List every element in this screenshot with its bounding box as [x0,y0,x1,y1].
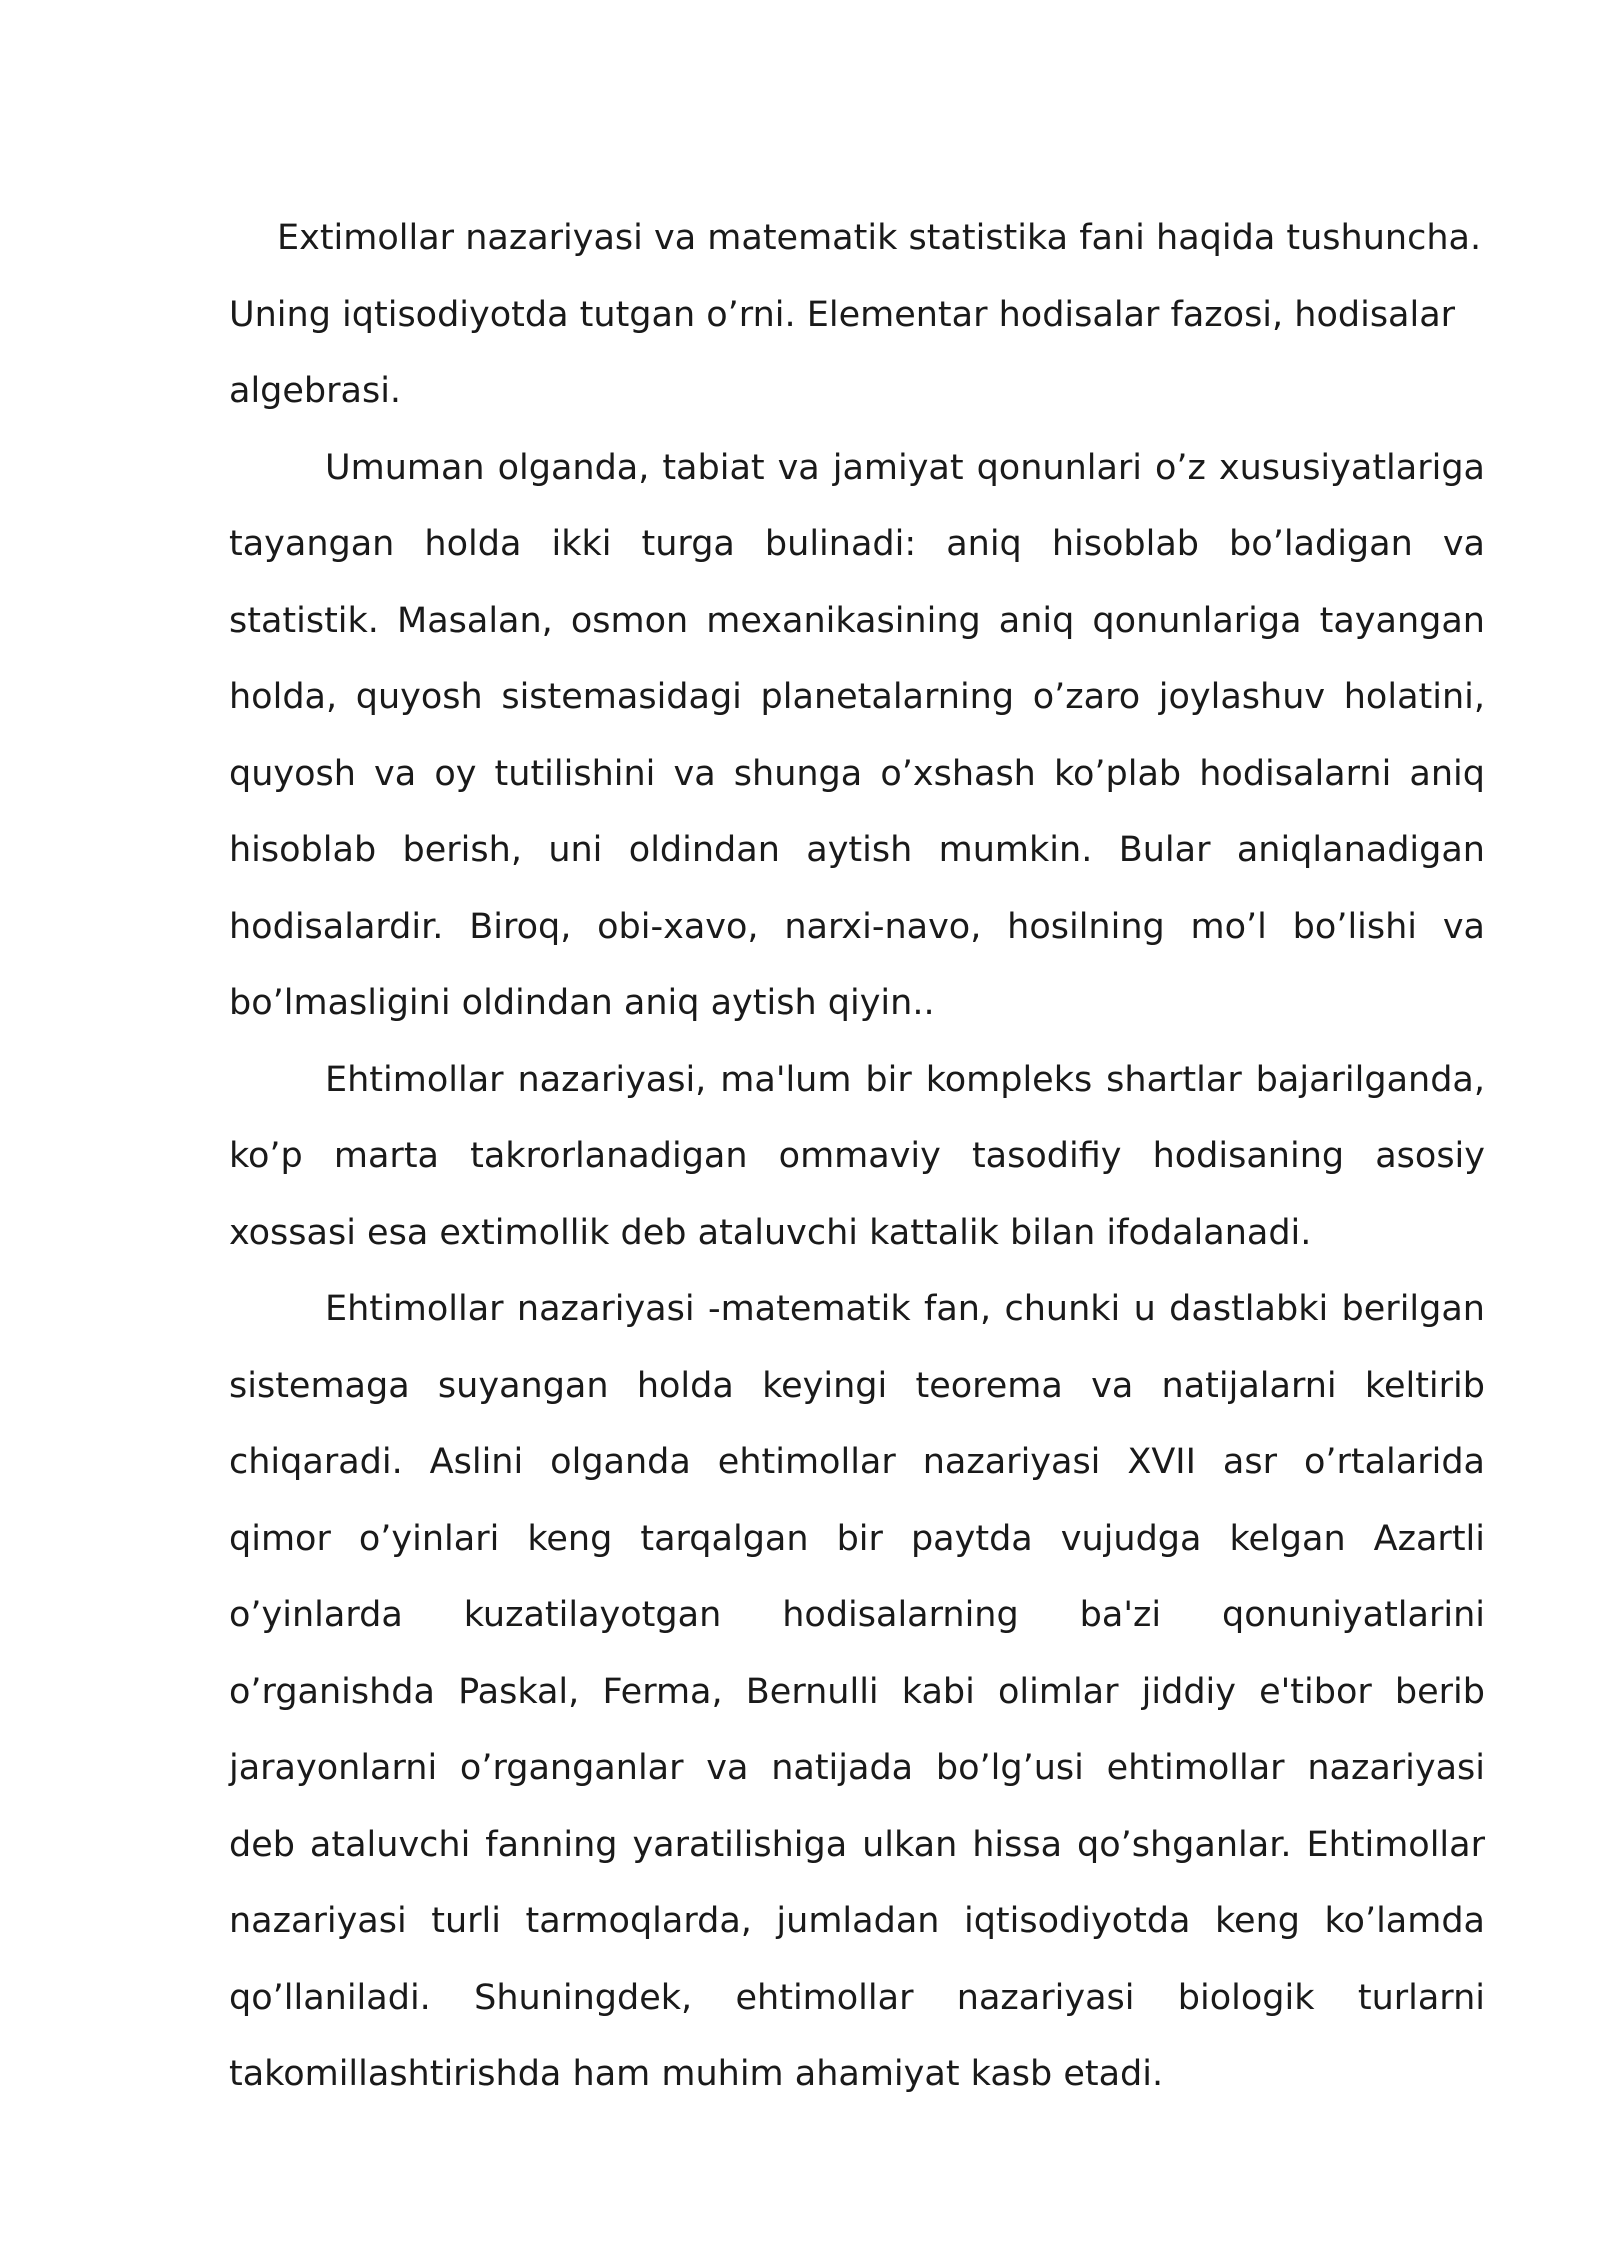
body-paragraph-1: Umuman olganda, tabiat va jamiyat qonunlari o’z xususiyatlariga tayangan holda ikki turga bulinadi: aniq hisoblab bo’ladigan va statistik. Masalan, osmon mexanikasining aniq qonunlariga tayangan holda, quyosh sistemasidagi planetalarning o’zaro joylashuv holatini, quyosh va oy tutilishini va shunga o’xshash ko’plab hodisalarni aniq hisoblab berish, uni oldindan aytish mumkin. Bular aniqlanadigan hodisalardir. Biroq, obi-xavo, narxi-navo, hosilning mo’l bo’lishi va bo’lmasligini oldindan aniq aytish qiyin.. [229,447,1485,1023]
topic-heading-paragraph: Extimollar nazariyasi va matematik statistika fani haqida tushuncha. Uning iqtisodiyotda tutgan o’rni. Elementar hodisalar fazosi, hodisalar algebrasi. [229,218,1482,411]
body-paragraph-2: Ehtimollar nazariyasi, ma'lum bir kompleks shartlar bajarilganda, ko’p marta takrorlanadigan ommaviy tasodifiy hodisaning asosiy xossasi esa extimollik deb ataluvchi kattalik bilan ifodalanadi. [229,1059,1485,1253]
document-body [229,200,1485,2113]
body-paragraph-3: Ehtimollar nazariyasi -matematik fan, chunki u dastlabki berilgan sistemaga suyangan holda keyingi teorema va natijalarni keltirib chiqaradi. Aslini olganda ehtimollar nazariyasi XVII asr o’rtalarida qimor o’yinlari keng tarqalgan bir paytda vujudga kelgan Azartli o’yinlarda kuzatilayotgan hodisalarning ba'zi qonuniyatlarini o’rganishda Paskal, Ferma, Bernulli kabi olimlar jiddiy e'tibor berib jarayonlarni o’rganganlar va natijada bo’lg’usi ehtimollar nazariyasi deb ataluvchi fanning yaratilishiga ulkan hissa qo’shganlar. Ehtimollar nazariyasi turli tarmoqlarda, jumladan iqtisodiyotda keng ko’lamda qo’llaniladi. Shuningdek, ehtimollar nazariyasi biologik turlarni takomillashtirishda ham muhim ahamiyat kasb etadi. [229,1289,1485,2094]
